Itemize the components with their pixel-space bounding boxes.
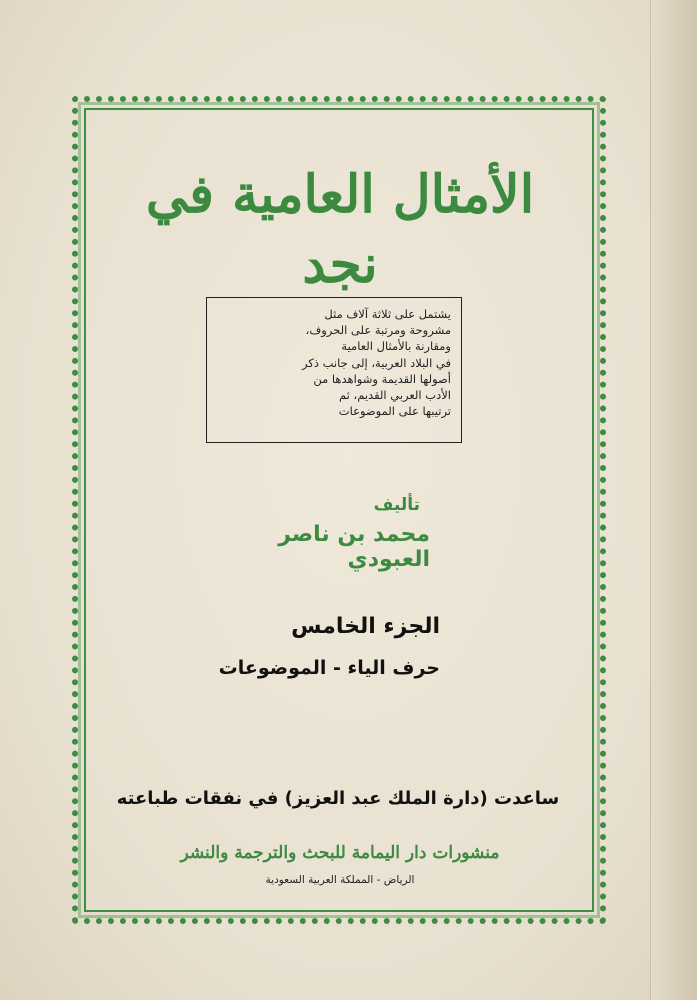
book-spine-edge	[650, 0, 697, 1000]
publisher-place: الرياض - المملكة العربية السعودية	[265, 874, 415, 886]
description-line: الأدب العربي القديم، ثم	[338, 388, 451, 403]
description-box	[206, 297, 462, 443]
volume-number: الجزء الخامس	[291, 614, 440, 639]
description-line: ترتيبها على الموضوعات	[338, 404, 451, 419]
book-title: الأمثال العامية في نجد	[145, 164, 535, 295]
sponsor-note: ساعدت (دارة الملك عبد العزيز) في نفقات طباعته	[116, 788, 560, 809]
description-line: مشروحة ومرتبة على الحروف،	[305, 323, 451, 338]
description-line: يشتمل على ثلاثة آلاف مثل	[324, 307, 451, 321]
volume-contents: حرف الياء - الموضوعات	[218, 657, 440, 679]
description-line: ومقارنة بالأمثال العامية	[341, 339, 451, 354]
author-label: تأليف	[373, 495, 420, 515]
publisher-name: منشورات دار اليمامة للبحث والترجمة والنشر	[180, 843, 500, 863]
description-line: أصولها القديمة وشواهدها من	[313, 371, 451, 386]
author-name: محمد بن ناصر العبودي	[278, 522, 430, 572]
description-line: في البلاد العربية، إلى جانب ذكر	[302, 355, 451, 370]
